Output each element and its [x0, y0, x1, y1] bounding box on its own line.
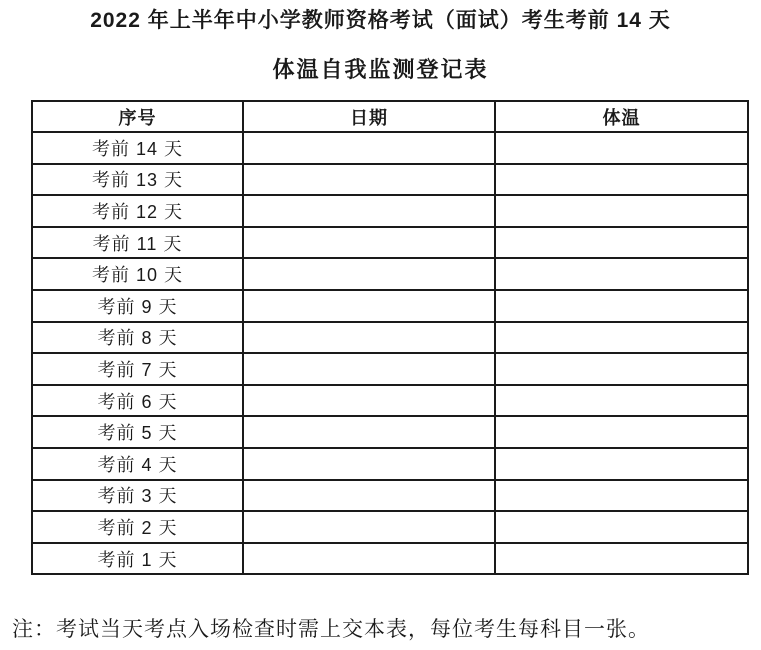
period-cell: 考前 5 天 [32, 416, 243, 448]
col-header-temperature: 体温 [495, 101, 748, 132]
table-row [32, 480, 748, 512]
table-body [32, 132, 748, 574]
table-row [32, 258, 748, 290]
temperature-cell [495, 164, 748, 196]
table-row [32, 511, 748, 543]
temperature-cell [495, 416, 748, 448]
date-cell [243, 164, 495, 196]
temperature-cell [495, 132, 748, 164]
period-cell: 考前 11 天 [32, 227, 243, 259]
date-cell [243, 227, 495, 259]
date-cell [243, 385, 495, 417]
date-cell [243, 290, 495, 322]
temperature-cell [495, 258, 748, 290]
temperature-cell [495, 448, 748, 480]
table-row [32, 353, 748, 385]
date-cell [243, 353, 495, 385]
table-row [32, 290, 748, 322]
date-cell [243, 132, 495, 164]
table-row [32, 132, 748, 164]
temperature-cell [495, 195, 748, 227]
table-row [32, 164, 748, 196]
temperature-cell [495, 385, 748, 417]
document-subtitle: 体温自我监测登记表 [272, 57, 489, 82]
period-cell: 考前 14 天 [32, 132, 243, 164]
period-cell: 考前 8 天 [32, 322, 243, 354]
period-cell: 考前 10 天 [32, 258, 243, 290]
date-cell [243, 416, 495, 448]
temperature-cell [495, 353, 748, 385]
table-row [32, 385, 748, 417]
temperature-cell [495, 511, 748, 543]
temperature-cell [495, 543, 748, 575]
temperature-cell [495, 480, 748, 512]
period-cell: 考前 4 天 [32, 448, 243, 480]
col-header-date: 日期 [243, 101, 495, 132]
footnote: 注：考试当天考点入场检查时需上交本表，每位考生每科目一张。 [12, 618, 650, 641]
table-row [32, 195, 748, 227]
table-row [32, 448, 748, 480]
period-cell: 考前 6 天 [32, 385, 243, 417]
period-cell: 考前 1 天 [32, 543, 243, 575]
table-row [32, 416, 748, 448]
date-cell [243, 448, 495, 480]
temperature-log-table [31, 100, 749, 575]
col-header-serial: 序号 [32, 101, 243, 132]
date-cell [243, 195, 495, 227]
table-row [32, 227, 748, 259]
temperature-cell [495, 290, 748, 322]
table-row [32, 322, 748, 354]
period-cell: 考前 2 天 [32, 511, 243, 543]
document-title: 2022 年上半年中小学教师资格考试（面试）考生考前 14 天 [90, 9, 671, 32]
period-cell: 考前 9 天 [32, 290, 243, 322]
date-cell [243, 511, 495, 543]
table-row [32, 543, 748, 575]
table-header [32, 101, 748, 132]
temperature-cell [495, 322, 748, 354]
date-cell [243, 322, 495, 354]
period-cell: 考前 13 天 [32, 164, 243, 196]
table-header-row [32, 101, 748, 132]
temperature-cell [495, 227, 748, 259]
date-cell [243, 543, 495, 575]
period-cell: 考前 3 天 [32, 480, 243, 512]
period-cell: 考前 7 天 [32, 353, 243, 385]
period-cell: 考前 12 天 [32, 195, 243, 227]
date-cell [243, 480, 495, 512]
date-cell [243, 258, 495, 290]
